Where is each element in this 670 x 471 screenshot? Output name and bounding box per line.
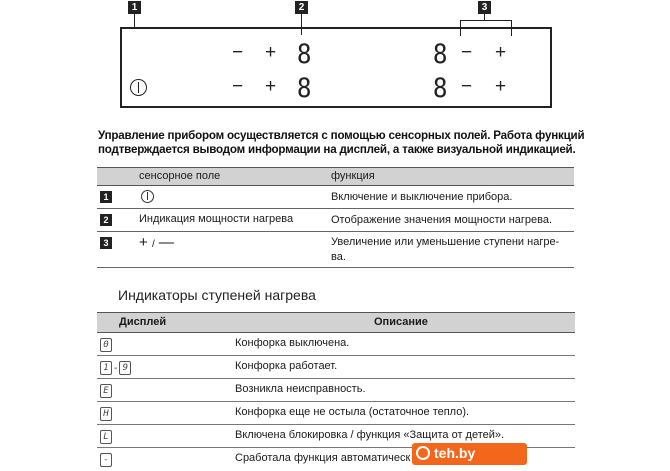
minus-button-right-2[interactable]: −	[461, 76, 473, 97]
row-description: Конфорка выключена.	[235, 337, 350, 349]
row-badge-2: 2	[100, 214, 112, 226]
callout-2: 2	[295, 1, 308, 14]
display-symbol: -	[100, 453, 112, 467]
table-row	[97, 209, 574, 232]
minus-button-left-1[interactable]: −	[232, 42, 244, 63]
row-function-line-1: Увеличение или уменьшение ступени нагре-	[331, 236, 560, 248]
intro-line-2: подтверждается выводом информации на дисплей, а также визуальной индикацией.	[98, 143, 576, 156]
table-row	[97, 356, 575, 379]
plus-button-right-1[interactable]: +	[495, 42, 507, 63]
minus-button-right-1[interactable]: −	[461, 42, 473, 63]
row-function: Отображение значения мощности нагрева.	[331, 214, 553, 226]
table-row	[97, 379, 575, 402]
slash-separator: /	[151, 239, 155, 250]
heat-indicators-heading: Индикаторы ступеней нагрева	[118, 287, 316, 303]
row-description: Возникла неисправность.	[235, 383, 366, 395]
plus-button-left-2[interactable]: +	[265, 76, 277, 97]
minus-button-left-2[interactable]: −	[232, 76, 244, 97]
row-description: Конфорка работает.	[235, 360, 338, 372]
table2-header	[97, 312, 575, 333]
row-function: Включение и выключение прибора.	[331, 191, 513, 203]
callout-1: 1	[128, 1, 141, 14]
control-panel	[120, 27, 552, 108]
intro-paragraph	[98, 129, 585, 157]
watermark-text: teh.by	[434, 445, 476, 461]
table-row	[97, 232, 574, 268]
display-symbol: H	[100, 407, 112, 421]
table1-header	[97, 167, 574, 186]
display-symbol: 0	[100, 338, 112, 352]
power-icon	[141, 190, 154, 203]
power-icon[interactable]	[130, 79, 147, 96]
row-description: Включена блокировка / функция «Защита от детей».	[235, 429, 505, 441]
callout-1-leader	[134, 14, 135, 27]
display-symbol: 1	[100, 361, 112, 375]
power-display-right-1: 8	[432, 39, 448, 70]
callout-3-bracket	[460, 20, 512, 21]
row-description: Сработала функция автоматическ	[235, 452, 411, 464]
table2-header-display: Дисплей	[119, 316, 167, 328]
callout-3: 3	[478, 1, 491, 14]
table-row	[97, 333, 575, 356]
plus-icon: +	[139, 234, 148, 251]
table-row	[97, 402, 575, 425]
display-symbol: L	[100, 430, 112, 444]
row-description: Конфорка еще не остыла (остаточное тепло).	[235, 406, 470, 418]
power-display-left-1: 8	[296, 39, 312, 70]
watermark-logo-icon	[416, 446, 430, 460]
range-separator: -	[114, 362, 118, 374]
plus-button-right-2[interactable]: +	[495, 76, 507, 97]
plus-button-left-1[interactable]: +	[265, 42, 277, 63]
sensor-fields-table	[97, 167, 574, 268]
callout-3-leader	[484, 14, 485, 20]
plus-minus-field	[139, 234, 174, 251]
minus-icon: —	[158, 234, 174, 251]
table2-header-description: Описание	[374, 316, 428, 328]
table1-header-field: сенсорное поле	[139, 170, 221, 182]
display-symbol: 9	[119, 361, 131, 375]
row-function-line-2: ва.	[331, 251, 346, 263]
watermark-badge	[412, 443, 527, 465]
table1-header-function: функция	[331, 170, 375, 182]
row-function	[331, 235, 559, 265]
row-badge-3: 3	[100, 237, 112, 249]
intro-line-1: Управление прибором осуществляется с помощью сенсорных полей. Работа функций	[98, 129, 585, 142]
display-symbol: E	[100, 384, 112, 398]
row-badge-1: 1	[100, 191, 112, 203]
power-display-left-2: 8	[296, 73, 312, 104]
table-row	[97, 186, 574, 209]
row-field: Индикация мощности нагрева	[139, 213, 294, 225]
power-display-right-2: 8	[432, 73, 448, 104]
